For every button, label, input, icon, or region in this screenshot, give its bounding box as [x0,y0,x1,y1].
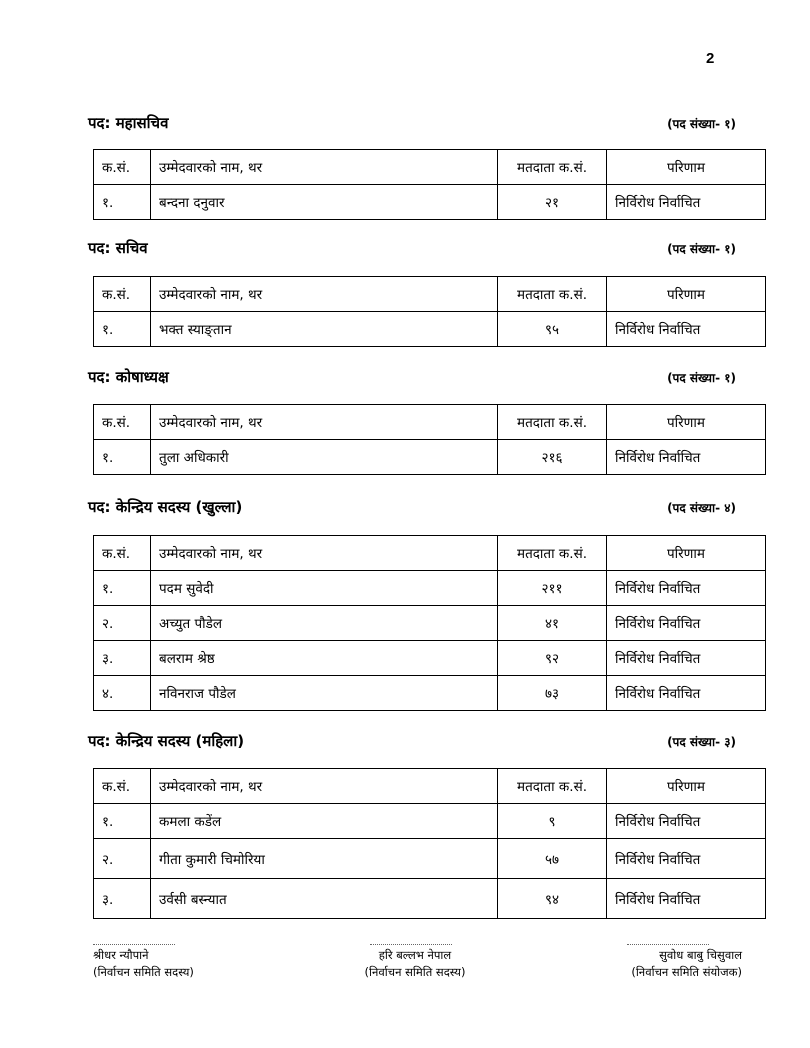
header-name: उम्मेदवारको नाम, थर [151,769,498,804]
header-result: परिणाम [607,150,766,185]
cell-result: निर्विरोध निर्वाचित [607,804,766,839]
cell-name: उर्वसी बस्न्यात [151,879,498,919]
section-heading-general-secretary [88,113,748,135]
cell-result: निर्विरोध निर्वाचित [607,676,766,711]
results-table-secretary [93,276,766,347]
table-header-row [94,150,766,185]
header-voter-no: मतदाता क.सं. [498,536,607,571]
header-sn: क.सं. [94,150,151,185]
section-title: पद: महासचिव [88,114,169,132]
signatory-role: (निर्वाचन समिति सदस्य) [364,965,466,979]
cell-result: निर्विरोध निर्वाचित [607,879,766,919]
cell-result: निर्विरोध निर्वाचित [607,606,766,641]
table-row [94,312,766,347]
table-header-row [94,769,766,804]
header-result: परिणाम [607,277,766,312]
cell-voter-no: २१६ [498,440,607,475]
table-header-row [94,405,766,440]
cell-sn: ४. [94,676,151,711]
table-row [94,571,766,606]
header-voter-no: मतदाता क.सं. [498,150,607,185]
header-voter-no: मतदाता क.सं. [498,405,607,440]
cell-sn: १. [94,440,151,475]
post-count: (पद संख्या- ४) [667,501,736,515]
cell-name: अच्युत पौडेल [151,606,498,641]
cell-sn: ३. [94,641,151,676]
cell-sn: १. [94,804,151,839]
results-table-central-member-women [93,768,766,919]
header-voter-no: मतदाता क.सं. [498,277,607,312]
signatory-name: सुवोध बाबु चिसुवाल [659,948,742,962]
header-name: उम्मेदवारको नाम, थर [151,405,498,440]
cell-name: पदम सुवेदी [151,571,498,606]
results-table-general-secretary [93,149,766,220]
cell-result: निर्विरोध निर्वाचित [607,571,766,606]
header-name: उम्मेदवारको नाम, थर [151,277,498,312]
cell-voter-no: ५७ [498,839,607,879]
cell-sn: ३. [94,879,151,919]
cell-voter-no: ४१ [498,606,607,641]
cell-sn: २. [94,606,151,641]
cell-name: बन्दना दनुवार [151,185,498,220]
table-header-row [94,277,766,312]
cell-sn: १. [94,571,151,606]
header-name: उम्मेदवारको नाम, थर [151,150,498,185]
post-count: (पद संख्या- १) [667,371,736,385]
cell-sn: १. [94,185,151,220]
cell-voter-no: ९४ [498,879,607,919]
post-count: (पद संख्या- १) [667,117,736,131]
section-heading-central-member-women [88,731,748,753]
cell-result: निर्विरोध निर्वाचित [607,641,766,676]
signatory-name: श्रीधर न्यौपाने [93,948,149,962]
table-header-row [94,536,766,571]
signatory-role: (निर्वाचन समिति सदस्य) [93,965,194,979]
table-row [94,839,766,879]
table-row [94,804,766,839]
cell-voter-no: ९२ [498,641,607,676]
signature-block-member-2 [350,944,480,981]
cell-result: निर्विरोध निर्वाचित [607,185,766,220]
signatory-role: (निर्वाचन समिति संयोजक) [631,965,742,979]
cell-name: बलराम श्रेष्ठ [151,641,498,676]
table-row [94,606,766,641]
cell-name: गीता कुमारी चिमोरिया [151,839,498,879]
cell-sn: १. [94,312,151,347]
results-table-central-member-open [93,535,766,711]
signature-block-coordinator [592,944,742,981]
header-sn: क.सं. [94,769,151,804]
table-row [94,440,766,475]
cell-voter-no: ९५ [498,312,607,347]
section-title: पद: सचिव [88,239,148,257]
section-title: पद: केन्द्रिय सदस्य (महिला) [88,732,245,750]
cell-voter-no: २१ [498,185,607,220]
header-name: उम्मेदवारको नाम, थर [151,536,498,571]
section-heading-treasurer [88,367,748,389]
cell-voter-no: २११ [498,571,607,606]
cell-name: तुला अधिकारी [151,440,498,475]
header-result: परिणाम [607,536,766,571]
header-sn: क.सं. [94,405,151,440]
table-row [94,185,766,220]
header-sn: क.सं. [94,277,151,312]
header-voter-no: मतदाता क.सं. [498,769,607,804]
cell-voter-no: ७३ [498,676,607,711]
table-row [94,641,766,676]
header-sn: क.सं. [94,536,151,571]
table-row [94,676,766,711]
post-count: (पद संख्या- १) [667,242,736,256]
cell-name: भक्त स्याङ्तान [151,312,498,347]
cell-result: निर्विरोध निर्वाचित [607,312,766,347]
cell-name: नविनराज पौडेल [151,676,498,711]
page-number: 2 [706,50,715,67]
header-result: परिणाम [607,769,766,804]
section-title: पद: कोषाध्यक्ष [88,368,169,386]
cell-result: निर्विरोध निर्वाचित [607,839,766,879]
cell-voter-no: ९ [498,804,607,839]
section-heading-secretary [88,238,748,260]
post-count: (पद संख्या- ३) [667,735,736,749]
cell-name: कमला कडेंल [151,804,498,839]
section-title: पद: केन्द्रिय सदस्य (खुल्ला) [88,498,243,516]
results-table-treasurer [93,404,766,475]
signature-block-member-1 [93,944,194,981]
header-result: परिणाम [607,405,766,440]
cell-sn: २. [94,839,151,879]
table-row [94,879,766,919]
section-heading-central-member-open [88,497,748,519]
cell-result: निर्विरोध निर्वाचित [607,440,766,475]
signatory-name: हरि बल्लभ नेपाल [378,948,452,962]
